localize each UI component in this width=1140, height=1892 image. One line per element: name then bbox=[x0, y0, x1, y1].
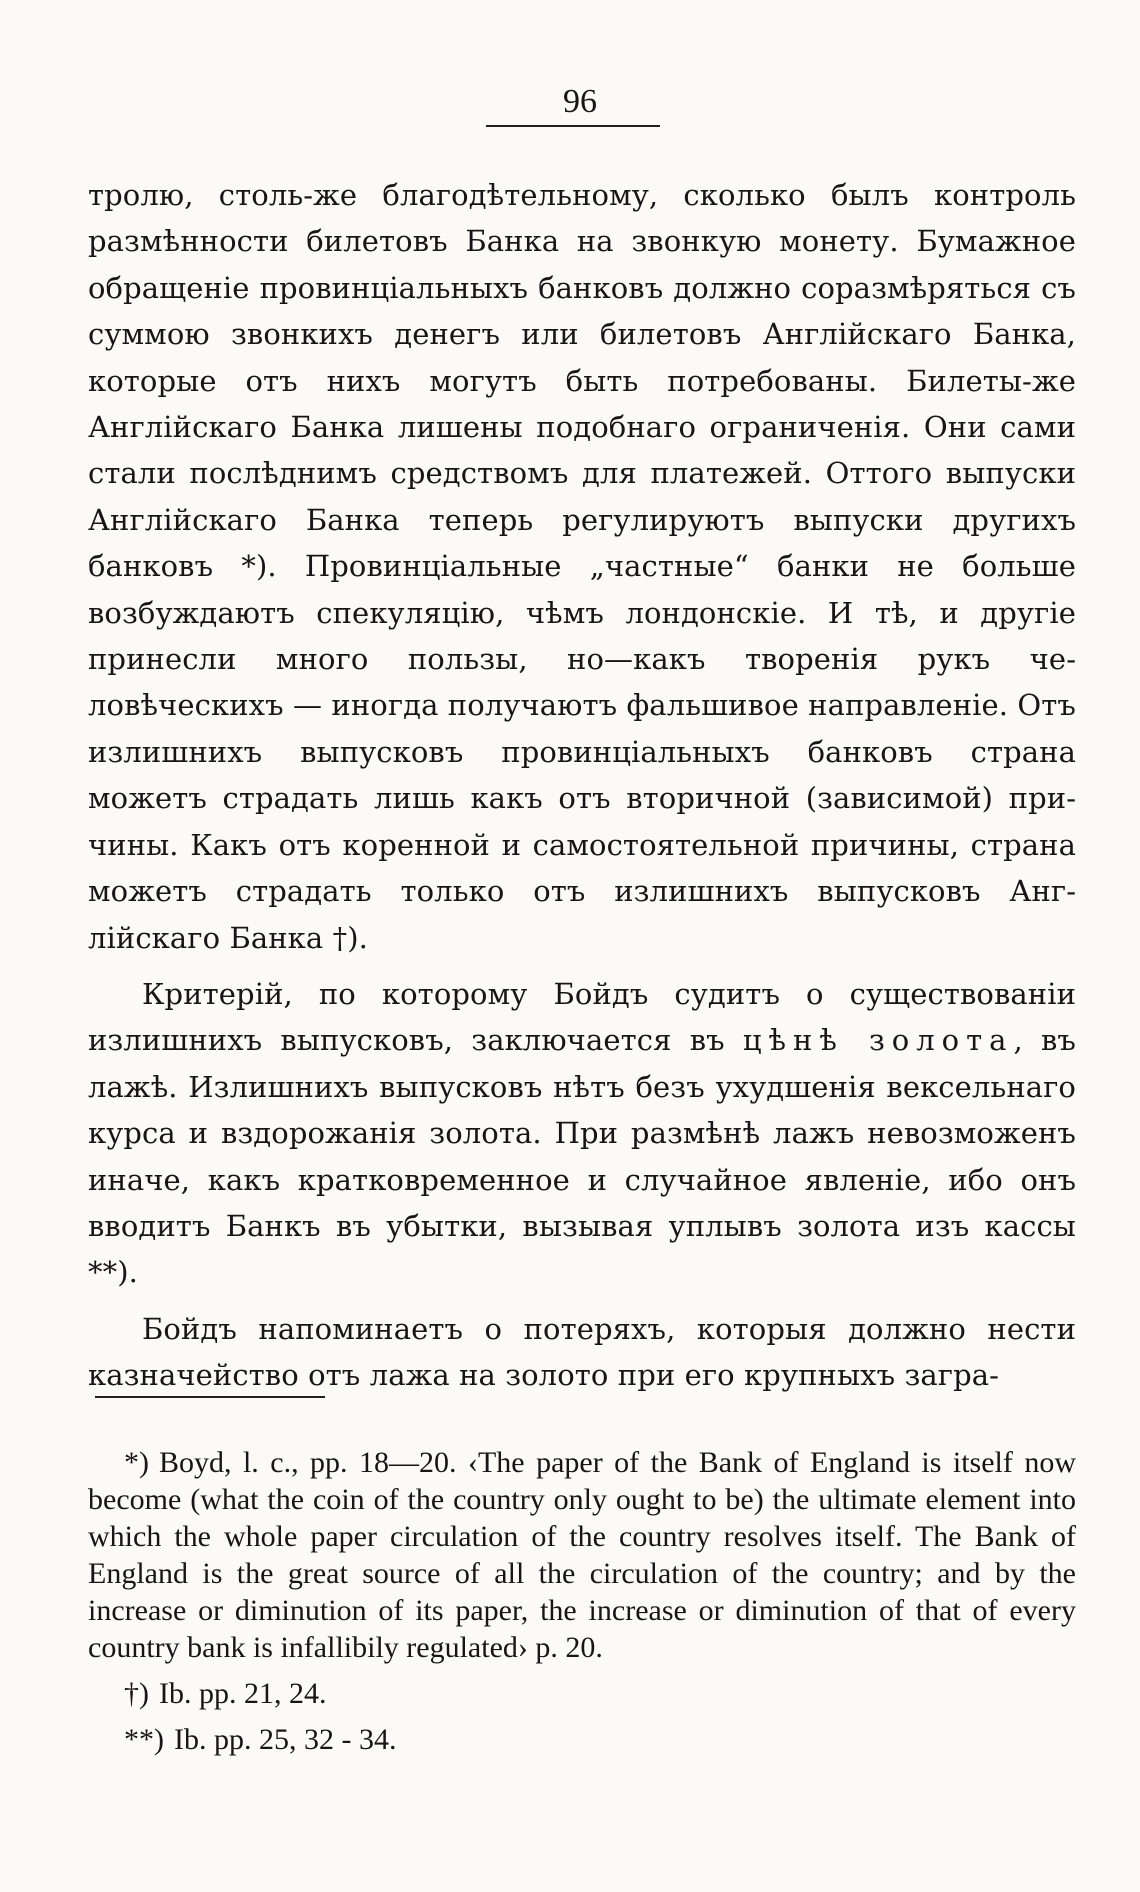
page-number: 96 bbox=[563, 83, 597, 120]
paragraph-criterion bbox=[88, 971, 1076, 1296]
paragraph-continuation: тролю, столь-же благодѣтельному, сколько былъ контроль размѣнности билетовъ Банка на звонкую монету. Бумажное обращеніе провинціальныхъ банковъ должно соразмѣряться съ суммою звонкихъ денегъ или билетовъ Англійскаго Банка, которые отъ нихъ могутъ быть потребованы. Билеты-же Англійскаго Банка лишены подобнаго ограниченія. Они сами стали послѣднимъ средствомъ для платежей. Оттого выпуски Англійскаго Банка теперь регулируютъ выпуски другихъ банковъ *). Провинціальные „частные“ банки не больше возбуждаютъ спекуляцію, чѣмъ лондонскіе. И тѣ, и другіе принесли много пользы, но—какъ творенія рукъ человѣческихъ — иногда получаютъ фальшивое направленіе. Отъ излишнихъ выпусковъ провинціальныхъ банковъ страна можетъ страдать лишь какъ отъ вторичной (зависимой) причины. Какъ отъ коренной и самостоятельной причины, страна можетъ страдать только отъ излишнихъ выпусковъ Англійскаго Банка †). bbox=[88, 178, 1076, 955]
main-text bbox=[88, 172, 1076, 1399]
footnote-separator bbox=[95, 1396, 325, 1398]
footnote-text: Ib. pp. 25, 32 - 34. bbox=[174, 1723, 397, 1756]
footnote-text: Ib. pp. 21, 24. bbox=[159, 1677, 327, 1710]
emphasized-phrase: цѣнѣ золота bbox=[742, 1023, 1014, 1058]
footnote-text: Boyd, l. c., pp. 18—20. ‹The paper of the Bank of England is itself now become (what the coin of the country only ought to be) the ultimate element into which the whole paper circulation of the country resolves itself. The Bank of England is the great source of all the circulation of the country; and by the increase or diminution of its paper, the increase or diminution of that of every country bank is infallibily regulated› p. 20. bbox=[88, 1446, 1076, 1664]
page-number-rule bbox=[486, 125, 660, 127]
paragraph-criterion-end: , въ лажѣ. Излишнихъ выпусковъ нѣтъ безъ ухудшенія вексельнаго курса и вздорожанія золота. При размѣнѣ лажъ невозможенъ иначе, какъ кратковременное и случайное явленіе, ибо онъ вводитъ Банкъ въ убытки, вызывая уплывъ золота изъ кассы **). bbox=[88, 1023, 1076, 1290]
footnote-marker: †) bbox=[124, 1677, 149, 1710]
footnote-asterisk bbox=[88, 1444, 1076, 1666]
footnote-dagger bbox=[88, 1675, 1076, 1712]
paragraph-boyd-losses: Бойдъ напоминаетъ о потеряхъ, которыя должно нести казначейство отъ лажа на золото при его крупныхъ загра- bbox=[88, 1311, 1076, 1393]
footnote-double-asterisk bbox=[88, 1721, 1076, 1758]
footnotes bbox=[88, 1444, 1076, 1758]
footnote-marker: *) bbox=[124, 1446, 149, 1479]
footnote-marker: **) bbox=[124, 1723, 164, 1756]
paragraph-criterion-start: Критерій, по которому Бойдъ судитъ о существованіи излишнихъ выпусковъ, заключается въ bbox=[88, 976, 1076, 1058]
